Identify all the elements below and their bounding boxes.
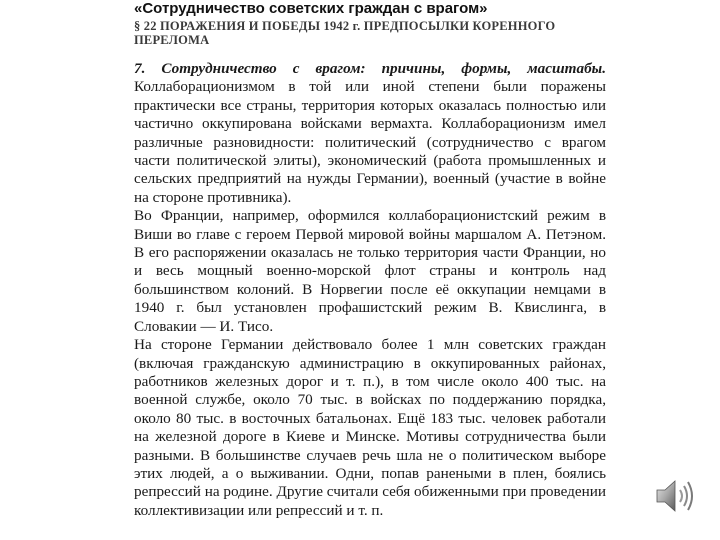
slide-title: «Сотрудничество советских граждан с врагом» [134, 0, 488, 17]
lead-heading: 7. Сотрудничество с врагом: причины, формы, масштабы. [134, 60, 606, 77]
section-header: § 22 ПОРАЖЕНИЯ И ПОБЕДЫ 1942 г. ПРЕДПОСЫЛКИ КОРЕННОГО ПЕРЕЛОМА [134, 19, 556, 47]
paragraph-3: На стороне Германии действовало более 1 млн советских граждан (включая гражданскую администрацию в оккупированных районах, работников железных дорог и т. п.), в том числе около 400 тыс. на военной службе, около 70 тыс. в войсках по поддержанию порядка, около 80 тыс. в восточных батальонах. Ещё 183 тыс. человек работали на железной дороге в Киеве и Минске. Мотивы сотрудничества были разными. В большинстве случаев речь шла не о политическом выборе этих людей, а о выживании. Одни, попав ранеными в плен, боялись репрессий на родине. Другие считали себя обиженными при проведении коллективизации или репрессий и т. п. [134, 336, 606, 519]
speaker-icon[interactable] [654, 476, 696, 516]
paragraph-2: Во Франции, например, оформился коллаборационистский режим в Виши во главе с героем Первой мировой войны маршалом А. Петэном. В его распоряжении оказалась не только территория части Франции, но и весь мощный военно-морской флот страны и контроль над большинством колоний. В Норвегии после её оккупации немцами в 1940 г. был установлен профашистский режим В. Квислинга, в Словакии — И. Тисо. [134, 207, 606, 335]
body-text [134, 60, 606, 520]
paragraph-1 [134, 60, 606, 207]
paragraph-1-text: Коллаборационизмом в той или иной степени были поражены практически все страны, территория которых оказалась полностью или частично оккупирована войсками вермахта. Коллаборационизм имел различные разновидности: политический (сотрудничество с врагом части политической элиты), экономический (работа промышленных и сельских предприятий на нужды Германии), военный (участие в войне на стороне противника). [134, 78, 606, 206]
